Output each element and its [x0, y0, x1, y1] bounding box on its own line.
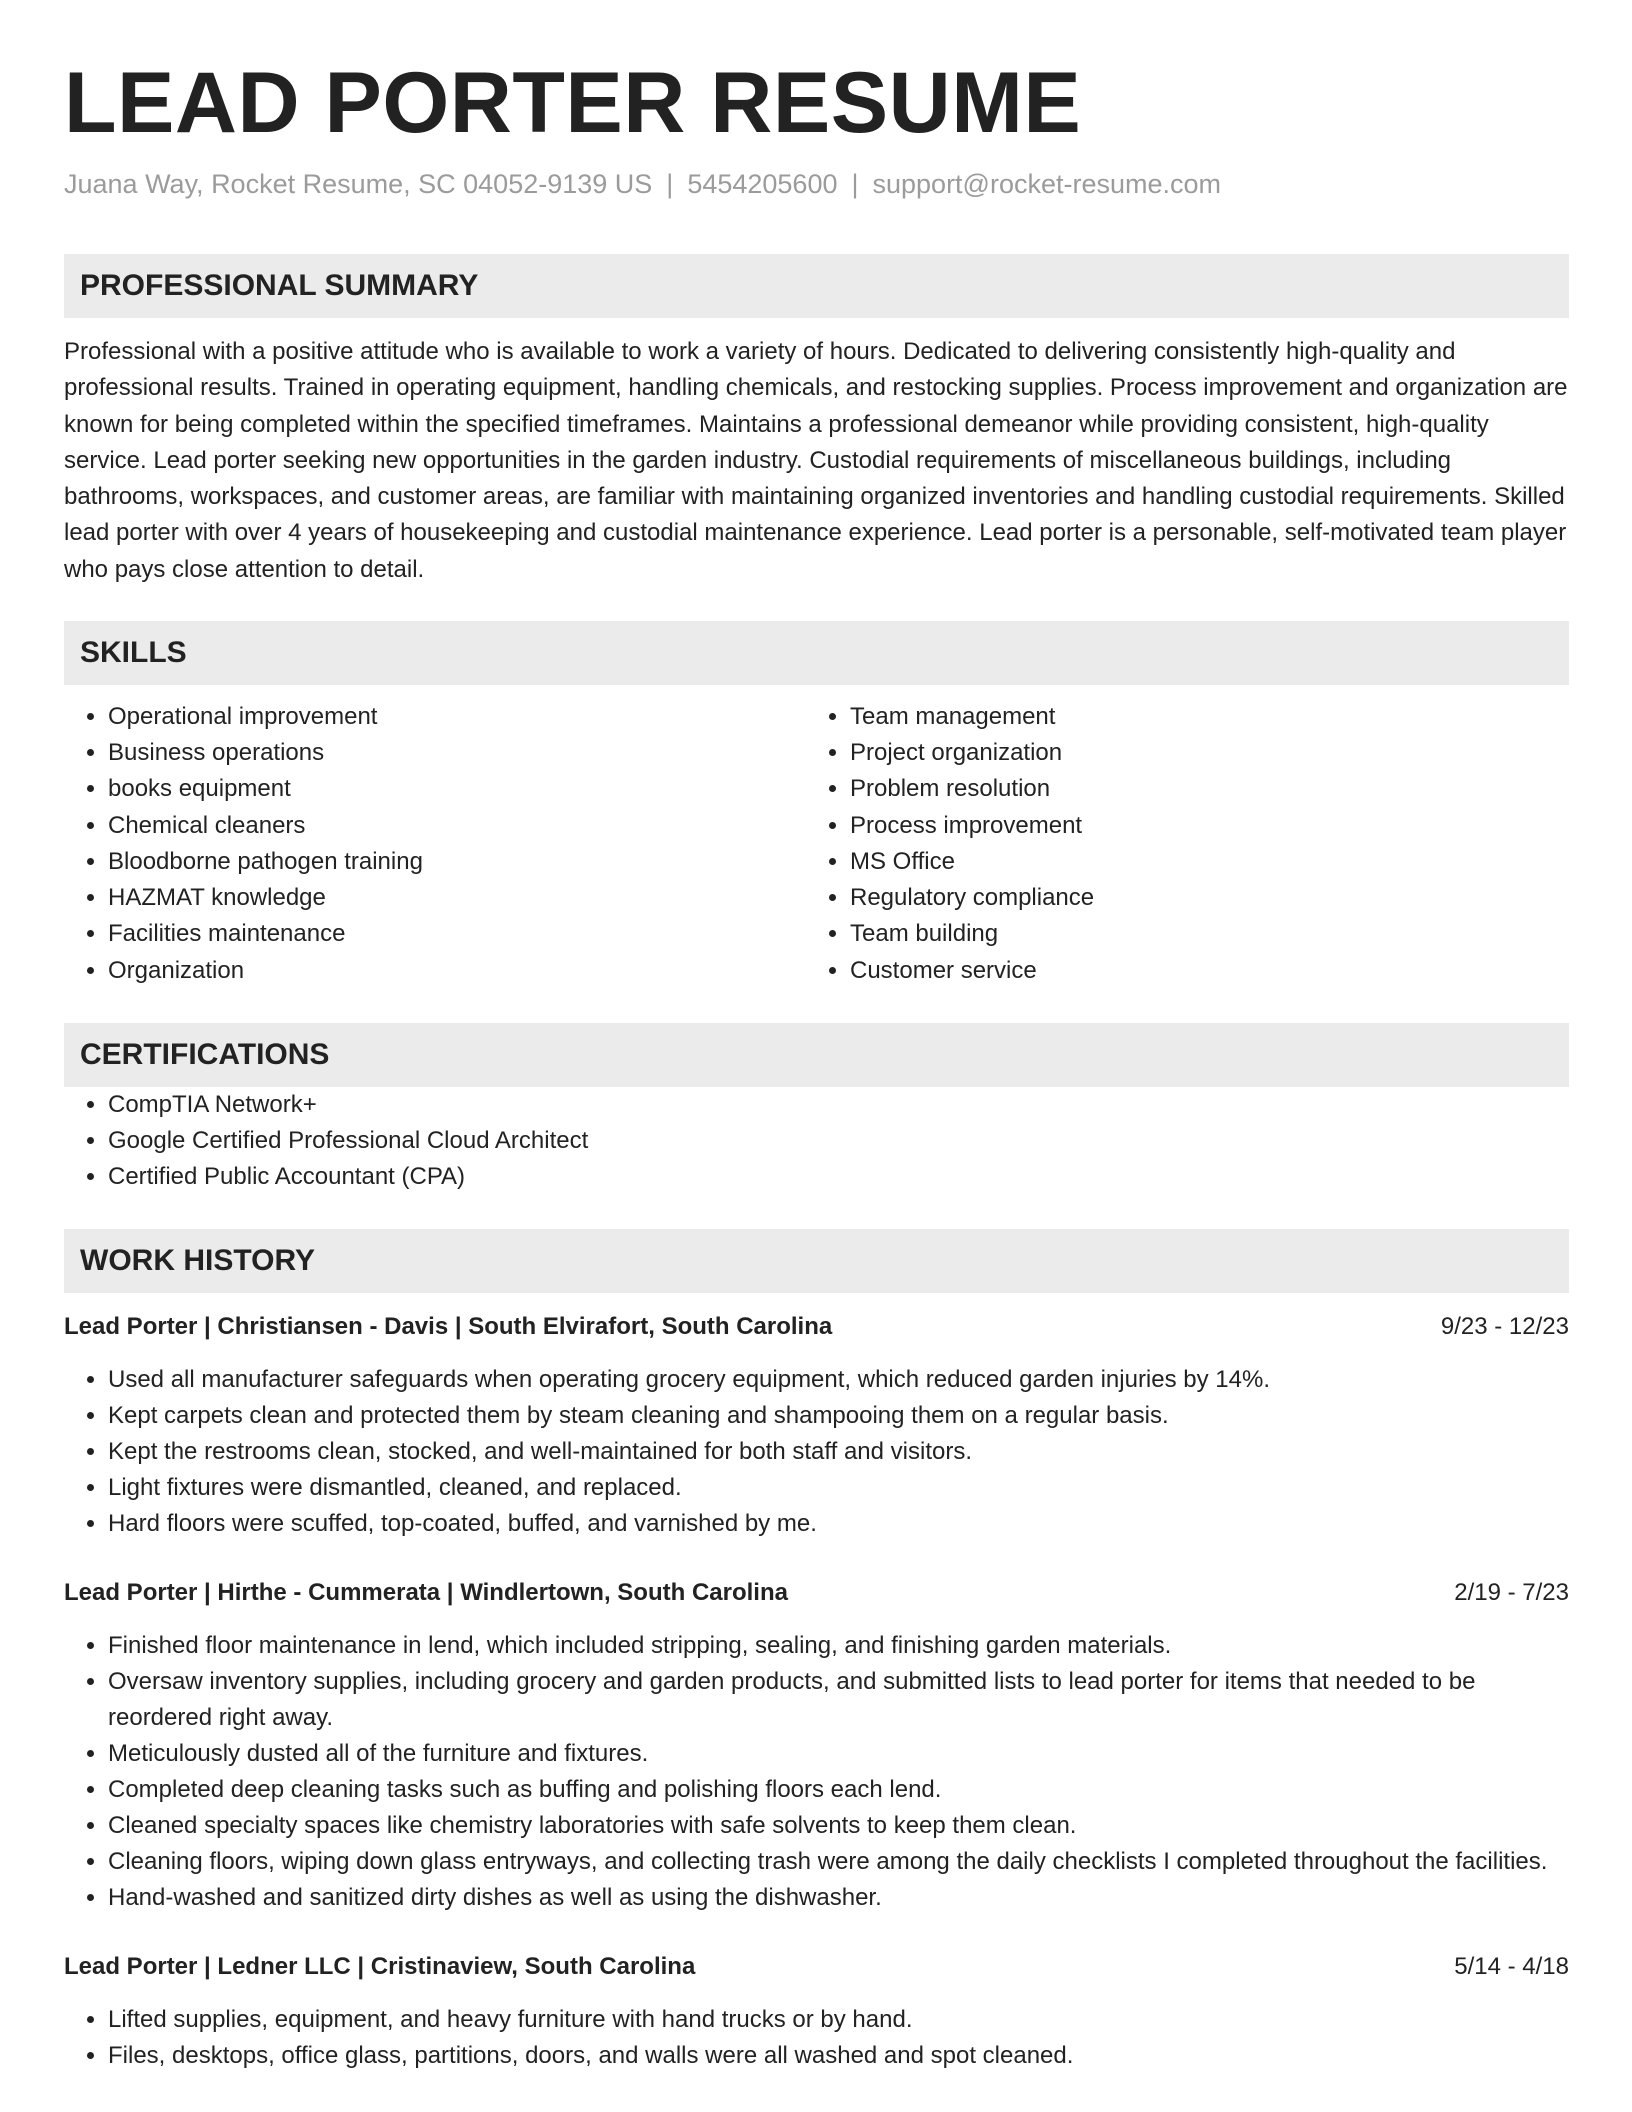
skill-item: • HAZMAT knowledge: [108, 880, 806, 916]
skill-item: • Business operations: [108, 735, 806, 771]
skill-item: • Problem resolution: [850, 771, 1548, 807]
skills-column-right: [806, 699, 1548, 989]
job-entry: [64, 1309, 1569, 1542]
job-duty-item: • Finished floor maintenance in lend, which included stripping, sealing, and finishing garden materials.: [108, 1628, 1569, 1664]
job-header: [64, 1575, 1569, 1611]
job-title: Lead Porter | Hirthe - Cummerata | Windlertown, South Carolina: [64, 1578, 788, 1606]
certification-item: • Certified Public Accountant (CPA): [108, 1159, 1569, 1195]
contact-email: support@rocket-resume.com: [872, 169, 1222, 199]
contact-phone: 5454205600: [687, 169, 838, 199]
job-duty-item: • Lifted supplies, equipment, and heavy furniture with hand trucks or by hand.: [108, 2002, 1569, 2038]
job-duty-item: • Meticulously dusted all of the furniture and fixtures.: [108, 1736, 1569, 1772]
work-history-heading: WORK HISTORY: [64, 1229, 1569, 1293]
contact-line: [64, 166, 1569, 202]
job-header: [64, 1309, 1569, 1345]
job-dates: 9/23 - 12/23: [1440, 1312, 1569, 1340]
skills-left-list: [64, 699, 806, 989]
job-duty-item: • Oversaw inventory supplies, including grocery and garden products, and submitted lists to lead porter for items that needed to be reordered right away.: [108, 1664, 1569, 1736]
resume-title: LEAD PORTER RESUME: [64, 55, 1082, 151]
job-duties-list: [64, 1362, 1569, 1542]
job-dates: 5/14 - 4/18: [1454, 1952, 1569, 1980]
skill-item: • Team management: [850, 699, 1548, 735]
job-duties-list: [64, 1628, 1569, 1916]
contact-separator: |: [851, 169, 859, 199]
skill-item: • Operational improvement: [108, 699, 806, 735]
skill-item: • Customer service: [850, 953, 1548, 989]
work-history-list: [64, 1309, 1569, 2074]
job-duty-item: • Files, desktops, office glass, partitions, doors, and walls were all washed and spot cleaned.: [108, 2038, 1569, 2074]
certifications-list: [64, 1087, 1569, 1195]
skill-item: • Chemical cleaners: [108, 808, 806, 844]
job-dates: 2/19 - 7/23: [1454, 1578, 1569, 1606]
job-duty-item: • Cleaning floors, wiping down glass entryways, and collecting trash were among the daily checklists I completed throughout the facilities.: [108, 1844, 1569, 1880]
job-duty-item: • Hard floors were scuffed, top-coated, buffed, and varnished by me.: [108, 1506, 1569, 1542]
certification-item: • CompTIA Network+: [108, 1087, 1569, 1123]
skill-item: • Organization: [108, 953, 806, 989]
skills-heading: SKILLS: [64, 621, 1569, 685]
skill-item: • books equipment: [108, 771, 806, 807]
skill-item: • Regulatory compliance: [850, 880, 1548, 916]
certification-item: • Google Certified Professional Cloud Architect: [108, 1123, 1569, 1159]
job-duty-item: • Kept carpets clean and protected them by steam cleaning and shampooing them on a regular basis.: [108, 1398, 1569, 1434]
skills-right-list: [806, 699, 1548, 989]
skills-list: [64, 699, 1569, 989]
skill-item: • Project organization: [850, 735, 1548, 771]
job-entry: [64, 1575, 1569, 1916]
job-title: Lead Porter | Ledner LLC | Cristinaview, South Carolina: [64, 1952, 696, 1980]
skills-column-left: [64, 699, 806, 989]
job-header: [64, 1949, 1569, 1985]
skill-item: • Process improvement: [850, 808, 1548, 844]
job-duty-item: • Cleaned specialty spaces like chemistry laboratories with safe solvents to keep them clean.: [108, 1808, 1569, 1844]
contact-separator: |: [666, 169, 674, 199]
job-entry: [64, 1949, 1569, 2074]
job-duty-item: • Light fixtures were dismantled, cleaned, and replaced.: [108, 1470, 1569, 1506]
certifications-heading: CERTIFICATIONS: [64, 1023, 1569, 1087]
skill-item: • Bloodborne pathogen training: [108, 844, 806, 880]
summary-text: Professional with a positive attitude who is available to work a variety of hours. Dedicated to delivering consistently high-quality and professional results. Trained in operating equipment, handling chemicals, and restocking supplies. Process improvement and organization are known for being completed within the specified timeframes. Maintains a professional demeanor while providing consistent, high-quality service. Lead porter seeking new opportunities in the garden industry. Custodial requirements of miscellaneous buildings, including bathrooms, workspaces, and customer areas, are familiar with maintaining organized inventories and handling custodial requirements. Skilled lead porter with over 4 years of housekeeping and custodial maintenance experience. Lead porter is a personable, self-motivated team player who pays close attention to detail.: [64, 338, 1568, 583]
job-duty-item: • Used all manufacturer safeguards when operating grocery equipment, which reduced garden injuries by 14%.: [108, 1362, 1569, 1398]
skill-item: • Facilities maintenance: [108, 916, 806, 952]
job-duty-item: • Hand-washed and sanitized dirty dishes as well as using the dishwasher.: [108, 1880, 1569, 1916]
skill-item: • MS Office: [850, 844, 1548, 880]
contact-address: Juana Way, Rocket Resume, SC 04052-9139 US: [64, 169, 653, 199]
summary-heading: PROFESSIONAL SUMMARY: [64, 254, 1569, 318]
job-duty-item: • Kept the restrooms clean, stocked, and well-maintained for both staff and visitors.: [108, 1434, 1569, 1470]
job-duty-item: • Completed deep cleaning tasks such as buffing and polishing floors each lend.: [108, 1772, 1569, 1808]
job-title: Lead Porter | Christiansen - Davis | South Elvirafort, South Carolina: [64, 1312, 833, 1340]
job-duties-list: [64, 2002, 1569, 2074]
skill-item: • Team building: [850, 916, 1548, 952]
